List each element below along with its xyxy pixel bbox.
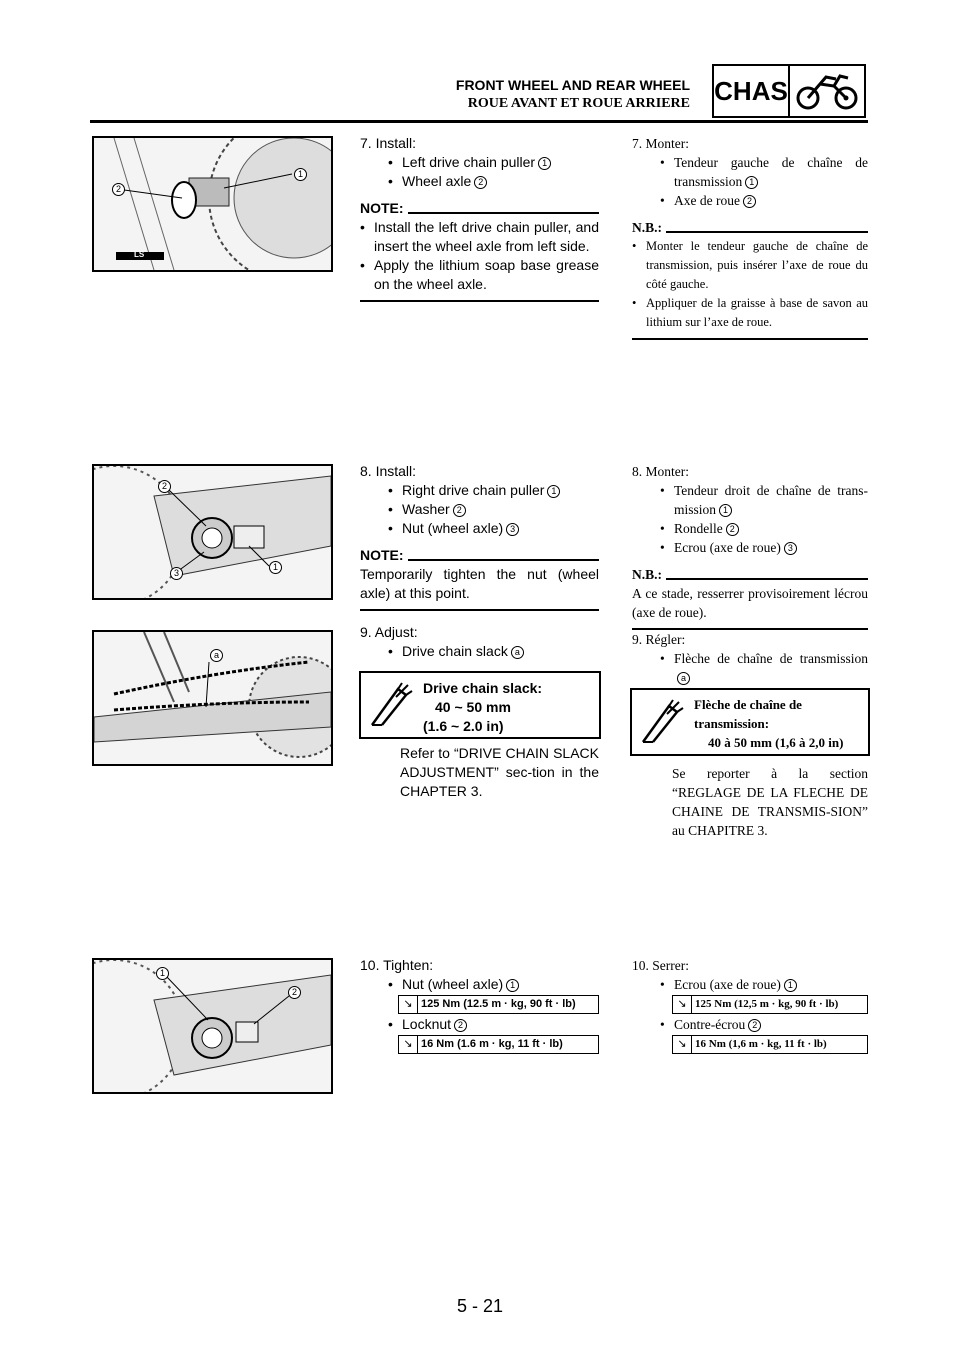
step8-fr-item3: • Ecrou (axe de roue) 3 xyxy=(660,538,868,557)
step7-fr xyxy=(632,134,868,340)
step10-fr-title: 10. Serrer: xyxy=(632,958,689,973)
wrench-icon: ↘ xyxy=(673,1036,692,1053)
caliper-icon xyxy=(361,673,423,737)
step8-en-item3: • Nut (wheel axle) 3 xyxy=(388,519,599,538)
step8-en-item1: • Right drive chain puller 1 xyxy=(388,481,599,500)
step7-fr-item2: • Axe de roue 2 xyxy=(660,191,868,210)
step9-en-spec-value2: (1.6 ~ 2.0 in) xyxy=(423,718,504,734)
figure-step10 xyxy=(92,958,333,1094)
step10-en-item2: • Locknut 2 xyxy=(388,1015,599,1034)
step9-fr-spec-label1: Flèche de chaîne de xyxy=(694,697,802,712)
step8-en-note-end xyxy=(360,609,599,611)
step9-fr xyxy=(632,630,868,687)
step9-en-title: 9. Adjust: xyxy=(360,624,418,640)
step10-fr xyxy=(632,956,868,1054)
step9-en-ref: Refer to “DRIVE CHAIN SLACK ADJUSTMENT” sec-tion in the CHAPTER 3. xyxy=(400,745,599,799)
step9-fr-ref: Se reporter à la section “REGLAGE DE LA FLECHE DE CHAINE DE TRANSMIS-SION” au CHAPITRE 3. xyxy=(672,766,868,838)
step7-fr-note-label: N.B.: xyxy=(632,218,868,237)
caliper-icon xyxy=(632,690,694,754)
step7-fr-title: 7. Monter: xyxy=(632,136,689,151)
step10-en-item1: • Nut (wheel axle) 1 xyxy=(388,975,599,994)
step10-en-title: 10. Tighten: xyxy=(360,957,434,973)
marker-a: a xyxy=(210,649,223,662)
step7-fr-note2: • Appliquer de la graisse à base de savon au lithium sur l’axe de roue. xyxy=(632,294,868,332)
step7-en-item2: • Wheel axle 2 xyxy=(388,172,599,191)
step8-fr-title: 8. Monter: xyxy=(632,464,689,479)
marker-2: 2 xyxy=(112,183,125,196)
step9-fr-title: 9. Régler: xyxy=(632,632,686,647)
step9-fr-spec-label2: transmission: xyxy=(694,716,770,731)
step10-en-torque2: ↘ 16 Nm (1.6 m · kg, 11 ft · lb) xyxy=(398,1035,599,1054)
step7-en xyxy=(360,134,599,302)
step10-en-torque1: ↘ 125 Nm (12.5 m · kg, 90 ft · lb) xyxy=(398,995,599,1014)
wrench-icon: ↘ xyxy=(399,996,418,1013)
step8-fr xyxy=(632,462,868,630)
step8-en xyxy=(360,462,599,611)
header-rule xyxy=(90,120,868,123)
step10-fr-torque1: ↘ 125 Nm (12,5 m · kg, 90 ft · lb) xyxy=(672,995,868,1014)
step9-en-specbox xyxy=(359,671,601,739)
marker-1: 1 xyxy=(156,967,169,980)
step8-en-item2: • Washer 2 xyxy=(388,500,599,519)
step7-en-note2: • Apply the lithium soap base grease on the wheel axle. xyxy=(360,256,599,294)
step7-en-note-label: NOTE: xyxy=(360,199,599,218)
step8-fr-item1: • Tendeur droit de chaîne de trans-mission 1 xyxy=(660,481,868,519)
step9-en xyxy=(360,623,599,661)
step7-en-note1: • Install the left drive chain puller, and insert the wheel axle from left side. xyxy=(360,218,599,256)
figure-step7 xyxy=(92,136,333,272)
step9-fr-specbox xyxy=(630,688,870,756)
step7-fr-note1: • Monter le tendeur gauche de chaîne de transmission, puis insérer l’axe de roue du côté gauche. xyxy=(632,237,868,294)
page-number: 5 - 21 xyxy=(456,1296,504,1316)
section-code: CHAS xyxy=(714,66,790,116)
step7-en-note-end xyxy=(360,300,599,302)
step10-fr-torque2: ↘ 16 Nm (1,6 m · kg, 11 ft · lb) xyxy=(672,1035,868,1054)
section-badge xyxy=(712,64,866,118)
step10-fr-item1: • Ecrou (axe de roue) 1 xyxy=(660,975,868,994)
step9-en-item: • Drive chain slack a xyxy=(388,642,599,661)
step8-fr-note-label: N.B.: xyxy=(632,565,868,584)
step8-fr-item2: • Rondelle 2 xyxy=(660,519,868,538)
step7-en-item1: • Left drive chain puller 1 xyxy=(388,153,599,172)
step8-en-note: Temporarily tighten the nut (wheel axle) at this point. xyxy=(360,566,599,601)
wrench-icon: ↘ xyxy=(673,996,692,1013)
figure-step9 xyxy=(92,630,333,766)
figure-step8 xyxy=(92,464,333,600)
header-title-fr: ROUE AVANT ET ROUE ARRIERE xyxy=(467,96,690,111)
step7-fr-item1: • Tendeur gauche de chaîne de transmission 1 xyxy=(660,153,868,191)
motorcycle-icon xyxy=(790,66,864,116)
step9-fr-spec-value: 40 à 50 mm (1,6 à 2,0 in) xyxy=(708,735,844,750)
step8-en-title: 8. Install: xyxy=(360,463,417,479)
step9-en-spec-label: Drive chain slack: xyxy=(423,680,543,696)
marker-1: 1 xyxy=(269,561,282,574)
marker-2: 2 xyxy=(158,480,171,493)
wrench-icon: ↘ xyxy=(399,1036,418,1053)
step8-en-note-label: NOTE: xyxy=(360,546,599,565)
marker-3: 3 xyxy=(170,567,183,580)
step10-en xyxy=(360,956,599,1054)
step7-fr-note-end xyxy=(632,338,868,340)
step9-en-spec-value1: 40 ~ 50 mm xyxy=(435,699,511,715)
marker-2: 2 xyxy=(288,986,301,999)
step8-fr-note: A ce stade, resserrer provisoirement lécrou (axe de roue). xyxy=(632,586,868,620)
step7-en-title: 7. Install: xyxy=(360,135,417,151)
marker-1: 1 xyxy=(294,168,307,181)
step10-fr-item2: • Contre-écrou 2 xyxy=(660,1015,868,1034)
header-title-en: FRONT WHEEL AND REAR WHEEL xyxy=(455,77,690,93)
grease-marker: LS xyxy=(134,250,145,259)
step9-fr-item: • Flèche de chaîne de transmissiona xyxy=(660,649,868,687)
